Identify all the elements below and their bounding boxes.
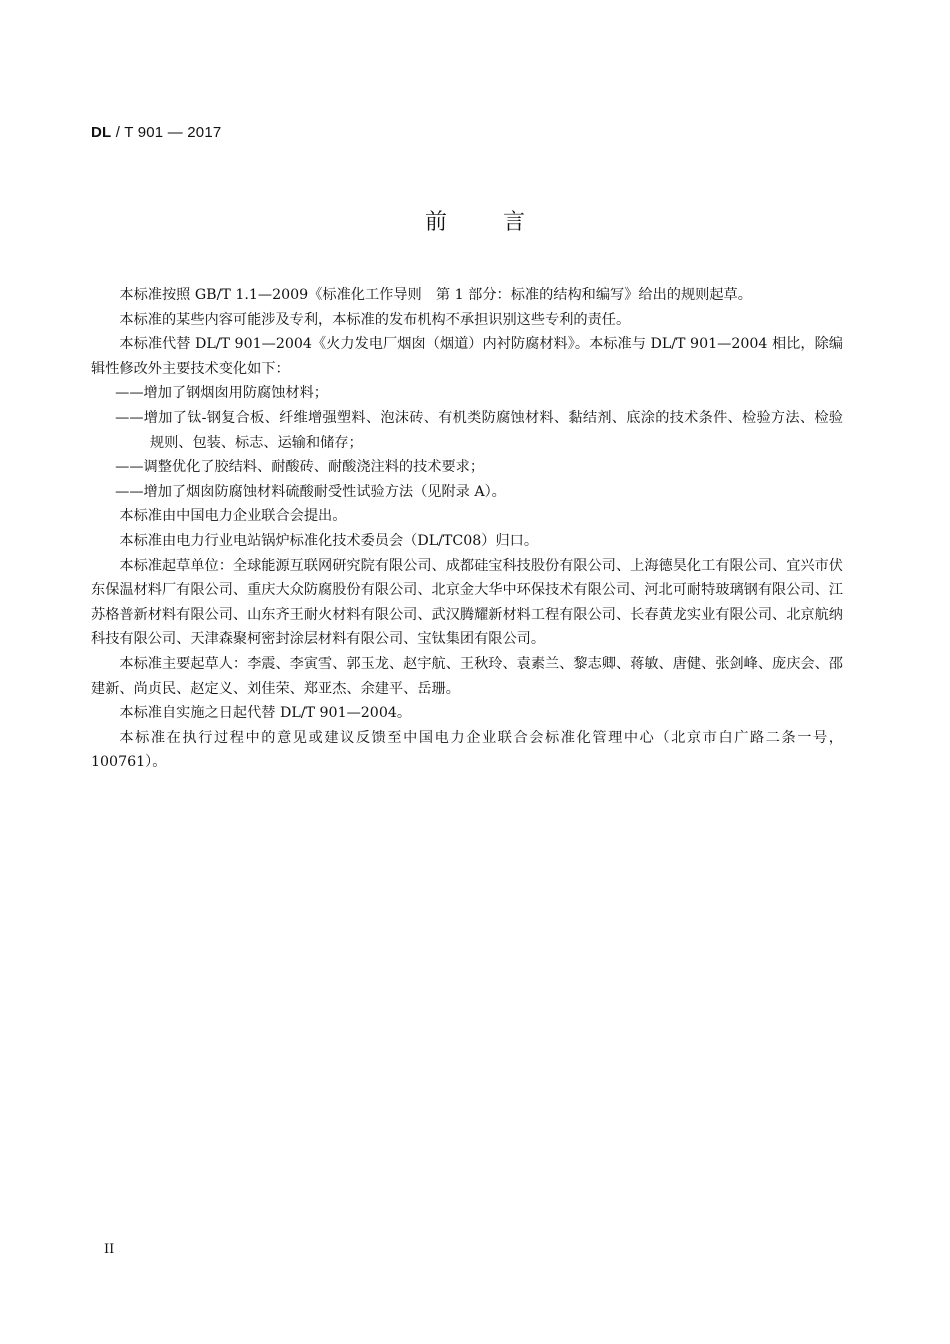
foreword-body — [91, 283, 843, 775]
paragraph-feedback: 本标准在执行过程中的意见或建议反馈至中国电力企业联合会标准化管理中心（北京市白广路二条一号，100761）。 — [91, 729, 843, 771]
change-item: ——增加了烟囱防腐蚀材料硫酸耐受性试验方法（见附录 A）。 — [115, 483, 506, 500]
page-number: II — [104, 1242, 115, 1257]
paragraph-proposer: 本标准由中国电力企业联合会提出。 — [119, 508, 347, 525]
paragraph-drafting-rules: 本标准按照 GB/T 1.1—2009《标准化工作导则 第 1 部分：标准的结构和编写》给出的规则起草。 — [119, 287, 752, 303]
change-item: ——增加了钢烟囱用防腐蚀材料； — [115, 385, 328, 402]
paragraph-drafters: 本标准主要起草人：李震、李寅雪、郭玉龙、赵宇航、王秋玲、袁素兰、黎志卿、蒋敏、唐健、张剑峰、庞庆会、邵建新、尚贞民、赵定义、刘佳荣、郑亚杰、余建平、岳珊。 — [91, 655, 843, 697]
paragraph-patent-notice: 本标准的某些内容可能涉及专利，本标准的发布机构不承担识别这些专利的责任。 — [119, 311, 631, 328]
paragraph-committee: 本标准由电力行业电站锅炉标准化技术委员会（DL/TC08）归口。 — [119, 532, 539, 549]
paragraph-supersedes: 本标准自实施之日起代替 DL/T 901—2004。 — [119, 705, 412, 722]
document-code-prefix: DL — [91, 124, 112, 141]
change-item: ——增加了钛-钢复合板、纤维增强塑料、泡沫砖、有机类防腐蚀材料、黏结剂、底涂的技术条件、检验方法、检验规则、包装、标志、运输和储存； — [115, 409, 843, 451]
paragraph-replacement: 本标准代替 DL/T 901—2004《火力发电厂烟囱（烟道）内衬防腐材料》。本标准与 DL/T 901—2004 相比，除编辑性修改外主要技术变化如下： — [91, 336, 843, 377]
document-code-number: / T 901 — 2017 — [111, 124, 222, 141]
document-code — [91, 124, 221, 141]
paragraph-drafting-units: 本标准起草单位：全球能源互联网研究院有限公司、成都硅宝科技股份有限公司、上海德昊化工有限公司、宜兴市伏东保温材料厂有限公司、重庆大众防腐股份有限公司、北京金大华中环保技术有限公司、河北可耐特玻璃钢有限公司、江苏格普新材料有限公司、山东齐王耐火材料有限公司、武汉腾耀新材料工程有限公司、长春黄龙实业有限公司、北京航纳科技有限公司、天津森聚柯密封涂层材料有限公司、宝钛集团有限公司。 — [91, 557, 843, 648]
change-item: ——调整优化了胶结料、耐酸砖、耐酸浇注料的技术要求； — [115, 459, 485, 476]
page-title: 前言 — [424, 210, 581, 235]
